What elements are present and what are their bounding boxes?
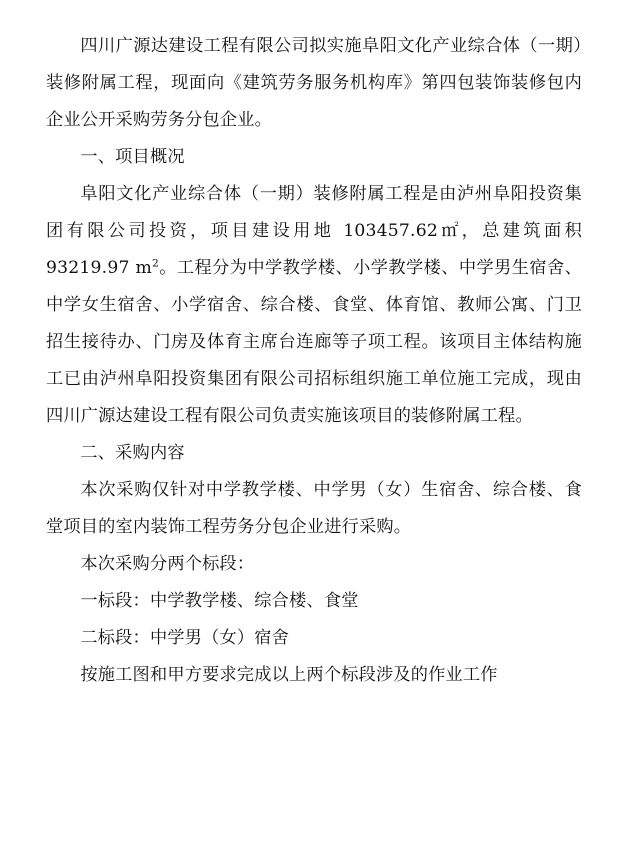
area-unit-superscript-2: 2 <box>152 256 159 270</box>
paragraph-project-overview <box>46 176 588 435</box>
paragraph-intro: 四川广源达建设工程有限公司拟实施阜阳文化产业综合体（一期）装修附属工程，现面向《建筑劳务服务机构库》第四包装饰装修包内企业公开采购劳务分包企业。 <box>46 36 582 130</box>
overview-text-part-2: ，总建筑面积 93219.97 m <box>46 221 588 278</box>
paragraph-work-requirement: 按施工图和甲方要求完成以上两个标段涉及的作业工作 <box>80 665 498 685</box>
paragraph-lot-intro: 本次采购分两个标段： <box>80 554 255 574</box>
document-body <box>46 28 588 694</box>
overview-text-part-1: 阜阳文化产业综合体（一期）装修附属工程是由泸州阜阳投资集团有限公司投资，项目建设用地 103457.62 <box>46 184 582 241</box>
paragraph-purchase-scope: 本次采购仅针对中学教学楼、中学男（女）生宿舍、综合楼、食堂项目的室内装饰工程劳务分包企业进行采购。 <box>46 480 582 537</box>
heading-section-one: 一、项目概况 <box>80 147 185 167</box>
paragraph-lot-two: 二标段：中学男（女）宿舍 <box>80 628 290 648</box>
overview-text-part-3: 。工程分为中学教学楼、小学教学楼、中学男生宿舍、中学女生宿舍、小学宿舍、综合楼、食堂、体育馆、教师公寓、门卫招生接待办、门房及体育主席台连廊等子项工程。该项目主体结构施工已由泸州阜阳投资集团有限公司招标组织施工单位施工完成，现由四川广源达建设工程有限公司负责实施该项目的装修附属工程。 <box>46 258 582 426</box>
heading-section-two: 二、采购内容 <box>80 443 185 463</box>
area-unit-square-meter-1: ㎡ <box>438 221 462 241</box>
paragraph-lot-one: 一标段：中学教学楼、综合楼、食堂 <box>80 591 359 611</box>
